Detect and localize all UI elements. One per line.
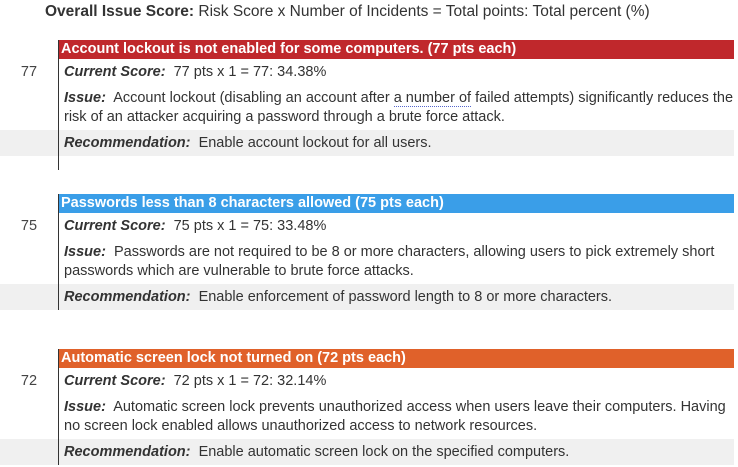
issue-score: 72 [20,373,38,389]
issue-text: Passwords are not required to be 8 or more characters, allowing users to pick extremely short passwords which are vulnerable to brute force attacks. [64,244,715,279]
row-shade [0,284,58,310]
recommendation-text: Enable account lockout for all users. [198,135,432,151]
row-shade [0,130,58,156]
recommendation-label: Recommendation: [64,444,191,460]
issue-header: Passwords less than 8 characters allowed (75 pts each) [59,194,734,213]
current-score-row [59,372,734,391]
overall-text: Risk Score x Number of Incidents = Total points: Total percent (%) [198,3,650,20]
current-score-value: 72 pts x 1 = 72: 32.14% [173,373,327,389]
recommendation-text: Enable enforcement of password length to 8 or more characters. [198,289,613,305]
recommendation-row [59,439,734,465]
issue-text: Automatic screen lock prevents unauthorized access when users leave their computers. Having no screen lock enabled allows unauthorized access to network resources. [64,399,726,434]
current-score-value: 77 pts x 1 = 77: 34.38% [173,64,327,80]
issue-text-a: Account lockout (disabling an account after [113,90,394,106]
recommendation-label: Recommendation: [64,289,191,305]
recommendation-text: Enable automatic screen lock on the specified computers. [198,444,570,460]
issue-score: 77 [20,64,38,80]
issue-label: Issue: [64,399,106,415]
overall-issue-score [45,3,650,21]
current-score-label: Current Score: [64,373,166,389]
overall-label: Overall Issue Score: [45,3,195,20]
issue-row [59,89,734,127]
issue-row [59,398,734,436]
issue-row [59,243,734,281]
current-score-value: 75 pts x 1 = 75: 33.48% [173,218,327,234]
issue-text-c: failed attempts) significantly reduces the risk of an attacker acquiring a password through a brute force attack. [64,90,734,125]
current-score-label: Current Score: [64,64,166,80]
issue-score: 75 [20,218,38,234]
issue-header: Account lockout is not enabled for some computers. (77 pts each) [59,40,734,59]
row-shade [0,439,58,465]
current-score-row [59,63,734,82]
issue-label: Issue: [64,244,106,260]
issue-header: Automatic screen lock not turned on (72 pts each) [59,349,734,368]
recommendation-label: Recommendation: [64,135,191,151]
recommendation-row [59,284,734,310]
current-score-label: Current Score: [64,218,166,234]
current-score-row [59,217,734,236]
recommendation-row [59,130,734,156]
spellcheck-underline-text[interactable]: a number of [393,90,472,106]
issue-label: Issue: [64,90,106,106]
